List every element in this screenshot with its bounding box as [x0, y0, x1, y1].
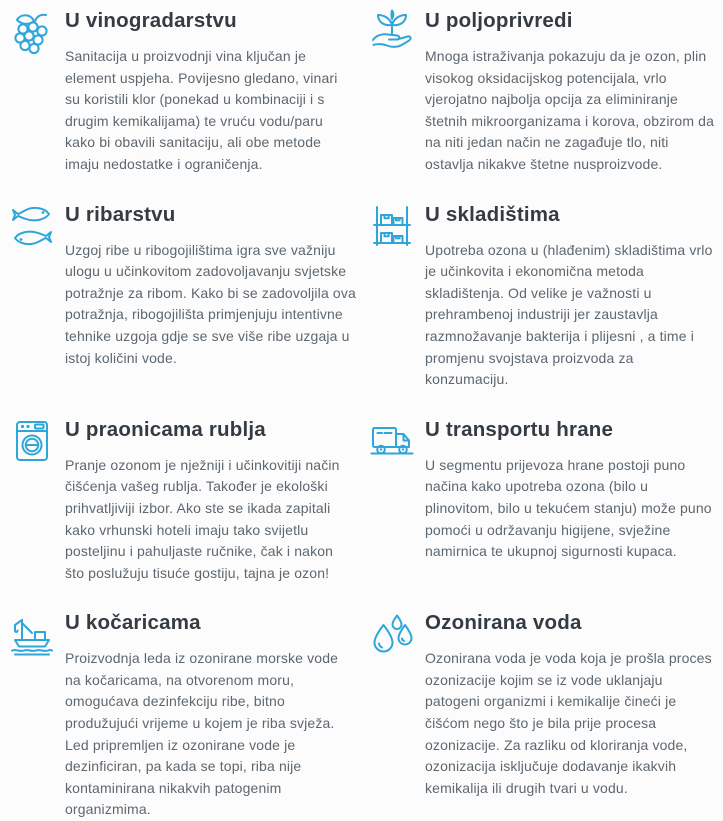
- feature-content: [425, 8, 721, 176]
- feature-body: Mnoga istraživanja pokazuju da je ozon, plin visokog oksidacijskog potencijala, vrlo vjerojatno najbolja opcija za eliminiranje štetnih mikroorganizama i korova, obzirom da na niti jedan način ne zagađuje tlo, niti ostavlja nikakve štetne nusproizvode.: [425, 48, 715, 172]
- feature-item-ozonirana-voda: [368, 610, 721, 821]
- feature-body: Proizvodnja leda iz ozonirane morske vode na kočaricama, na otvorenom moru, omogućava dezinfekciju ribe, bitno produžujući vrijeme u kojem je riba svježa. Led pripremljen iz ozonirane vode je dezinficiran, pa kada se topi, riba nije kontaminirana nikakvih patogenim organizmima.: [65, 650, 339, 818]
- feature-content: [65, 610, 362, 821]
- feature-item-praonice: [8, 417, 362, 585]
- feature-title: U kočaricama: [65, 611, 201, 635]
- feature-item-kocarice: [8, 610, 362, 821]
- feature-content: [425, 417, 721, 563]
- feature-content: [65, 417, 362, 585]
- feature-body: Upotreba ozona u (hlađenim) skladištima vrlo je učinkovita i ekonomična metoda skladištenja. Od velike je važnosti u prehrambenoj industriji jer zaustavlja razmnožavanje bakterija i plijesni , a time i promjenu svojstava proizvoda za konzumaciju.: [425, 241, 713, 388]
- feature-title: U praonicama rublja: [65, 417, 266, 441]
- feature-item-vinogradarstvo: [8, 8, 362, 176]
- feature-content: [65, 8, 362, 176]
- feature-item-skladista: [368, 202, 721, 391]
- feature-item-poljoprivreda: [368, 8, 721, 176]
- sprout-hand-icon: [368, 8, 416, 56]
- trawler-boat-icon: [8, 610, 56, 658]
- features-grid: [8, 8, 723, 821]
- washing-machine-icon: [8, 417, 56, 465]
- feature-body: Ozonirana voda je voda koja je prošla proces ozonizacije kojim se iz vode uklanjaju patogeni organizmi i kemikalije čineći je čišćom nego što je bila prije procesa ozonizacije. Za razliku od kloriranja vode, ozonizacija isključuje dodavanje ikakvih kemikalija ili drugih tvari u vodu.: [425, 650, 712, 796]
- feature-item-ribarstvo: [8, 202, 362, 391]
- feature-title: U transportu hrane: [425, 417, 614, 441]
- feature-title: U poljoprivredi: [425, 9, 573, 32]
- feature-body: Uzgoj ribe u ribogojilištima igra sve važniju ulogu u učinkovitom zadovoljavanju svjetske potražnje za ribom. Kako bi se zadovoljila ova potražnja, ribogojilišta primjenjuju intentivne tehnike uzgoja gdje se sve više ribe uzgaja u istoj količini vode.: [65, 241, 356, 366]
- feature-item-transport: [368, 417, 721, 585]
- feature-body: Sanitacija u proizvodnji vina ključan je element uspjeha. Povijesno gledano, vinari su koristili klor (ponekad u kombinaciji i s drugim kemikalijama) te vruću vodu/paru kako bi obavili sanitaciju, ali obe metode imaju nedostatke i ograničenja.: [65, 48, 338, 172]
- feature-title: U vinogradarstvu: [65, 9, 237, 32]
- feature-title: U skladištima: [425, 202, 560, 226]
- delivery-truck-icon: [368, 417, 416, 465]
- feature-content: [425, 202, 721, 391]
- feature-content: [65, 202, 362, 370]
- feature-title: Ozonirana voda: [425, 611, 582, 635]
- grapes-icon: [8, 8, 56, 56]
- feature-title: U ribarstvu: [65, 202, 176, 226]
- fish-icon: [8, 202, 56, 250]
- warehouse-rack-icon: [368, 202, 416, 250]
- feature-body: Pranje ozonom je nježniji i učinkovitiji način čišćenja vašeg rublja. Također je ekološki prihvatljiviji izbor. Ako ste se ikada zapitali kako vrhunski hoteli imaju tako svijetlu posteljinu i pahuljaste ručnike, čak i nakon što poslužuju tisuće gostiju, tajna je ozon!: [65, 456, 340, 581]
- water-drops-icon: [368, 610, 416, 658]
- feature-content: [425, 610, 721, 799]
- feature-body: U segmentu prijevoza hrane postoji puno načina kako upotreba ozona (bilo u plinovitom, bilo u tekućem stanju) može puno pomoći u održavanju higijene, svježine namirnica te ukupnoj sigurnosti kupaca.: [425, 456, 712, 560]
